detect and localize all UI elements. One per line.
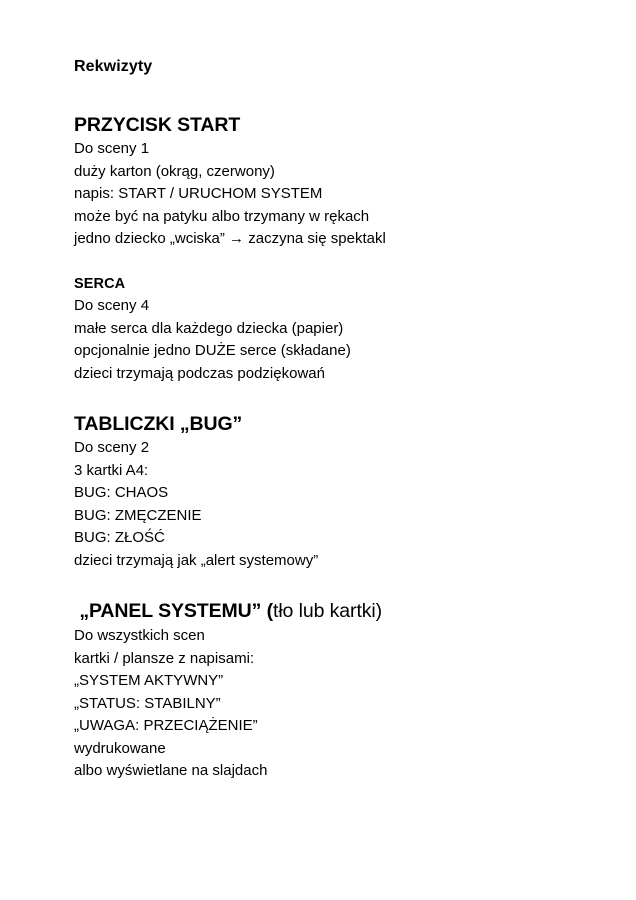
section-line: „SYSTEM AKTYWNY” [74, 672, 224, 689]
section-line: napis: START / URUCHOM SYSTEM [74, 185, 323, 202]
section-line: „STATUS: STABILNY” [74, 694, 221, 712]
section-line: duży karton (okrąg, czerwony) [74, 162, 275, 180]
section-line: Do sceny 4 [74, 297, 150, 314]
section-line: BUG: CHAOS [74, 484, 169, 501]
section-line: dzieci trzymają podczas podziękowań [74, 364, 325, 382]
section-heading-serca: SERCA [74, 275, 126, 292]
section-line: wydrukowane [74, 739, 166, 757]
section-heading-panel-systemu [74, 598, 562, 625]
section-line: może być na patyku albo trzymany w rękach [74, 207, 370, 225]
spacer-section [74, 251, 562, 273]
section-serca [74, 273, 562, 386]
spacer-section [74, 385, 562, 411]
section-panel-systemu [74, 598, 562, 783]
section-heading-bold-part: „PANEL SYSTEMU” ( [74, 600, 273, 622]
section-line: Do sceny 2 [74, 439, 150, 456]
section-line: jedno dziecko „wciska” → zaczyna się spektakl [74, 230, 386, 247]
section-heading-przycisk-start: PRZYCISK START [74, 114, 241, 136]
spacer-after-title [74, 78, 562, 112]
section-line: BUG: ZŁOŚĆ [74, 529, 165, 546]
section-line: 3 kartki A4: [74, 461, 149, 479]
section-heading-tabliczki-bug: TABLICZKI „BUG” [74, 413, 243, 435]
section-line: „UWAGA: PRZECIĄŻENIE” [74, 717, 258, 734]
section-line: opcjonalnie jedno DUŻE serce (składane) [74, 342, 351, 359]
section-heading-regular-part: tło lub kartki) [273, 600, 383, 622]
section-line: dzieci trzymają jak „alert systemowy” [74, 551, 319, 569]
section-przycisk-start [74, 112, 562, 251]
spacer-section [74, 572, 562, 598]
page-title: Rekwizyty [74, 58, 153, 75]
section-line: albo wyświetlane na slajdach [74, 762, 268, 779]
section-line: Do wszystkich scen [74, 627, 205, 644]
section-line: małe serca dla każdego dziecka (papier) [74, 319, 344, 337]
section-line: kartki / plansze z napisami: [74, 649, 255, 667]
section-tabliczki-bug [74, 411, 562, 572]
section-line: Do sceny 1 [74, 140, 150, 157]
section-line: BUG: ZMĘCZENIE [74, 506, 202, 524]
